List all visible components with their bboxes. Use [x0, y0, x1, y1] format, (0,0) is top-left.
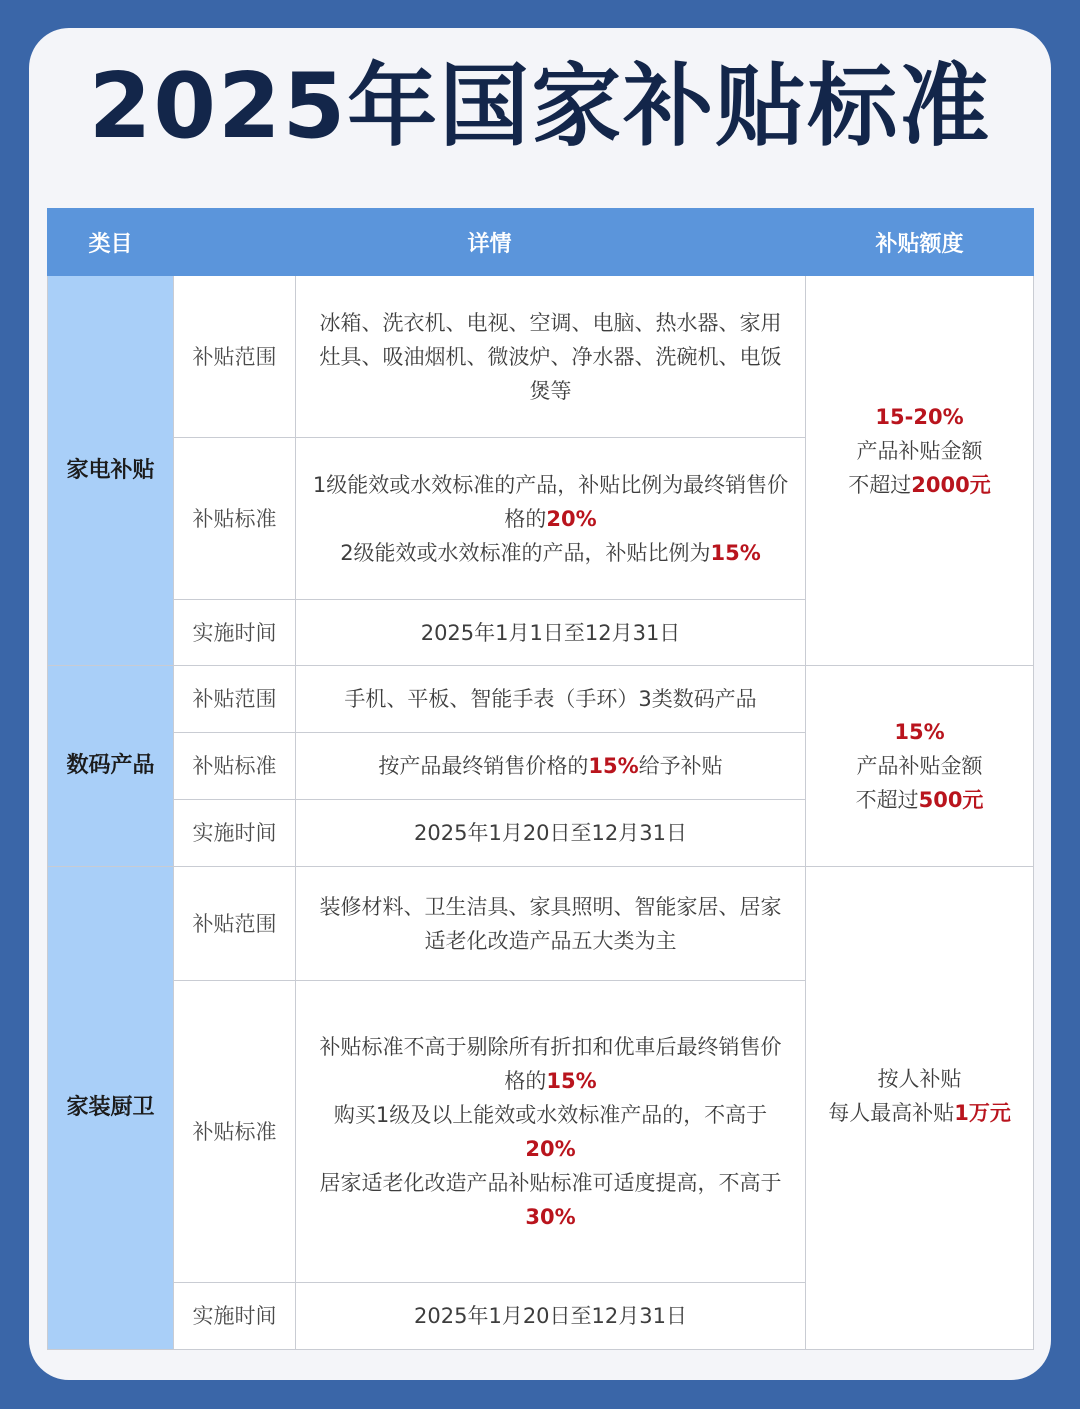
- standard-highlight: 15%: [588, 754, 639, 778]
- standard-text: 居家适老化改造产品补贴标准可适度提高，不高于: [319, 1170, 782, 1195]
- amount-highlight: 2000元: [911, 472, 991, 497]
- standard-highlight: 20%: [546, 506, 597, 531]
- appliances-amount-line2: [820, 468, 1019, 502]
- row-label-standard: 补贴标准: [174, 733, 296, 800]
- home-scope: 装修材料、卫生洁具、家具照明、智能家居、居家适老化改造产品五大类为主: [296, 867, 806, 981]
- appliances-standard: [296, 438, 806, 600]
- table-header-row: [48, 209, 1034, 276]
- page-title: 2025年国家补贴标准: [88, 54, 992, 159]
- standard-highlight: 20%: [525, 1136, 576, 1161]
- standard-text: 2级能效或水效标准的产品，补贴比例为: [340, 540, 711, 565]
- standard-text: 1级能效或水效标准的产品，补贴比例为最终销售价格的: [312, 472, 789, 531]
- standard-highlight: 15%: [546, 1068, 597, 1093]
- table-row: [48, 867, 1034, 981]
- amount-text: 每人最高补贴: [828, 1101, 955, 1125]
- home-amount: [806, 867, 1034, 1350]
- standard-text: 按产品最终销售价格的: [378, 754, 589, 778]
- header-category: 类目: [48, 209, 174, 276]
- home-time: 2025年1月20日至12月31日: [296, 1283, 806, 1350]
- subsidy-table: [47, 208, 1034, 1350]
- row-label-scope: 补贴范围: [174, 666, 296, 733]
- category-home: 家装厨卫: [48, 867, 174, 1350]
- category-appliances: 家电补贴: [48, 276, 174, 666]
- amount-highlight: 1万元: [954, 1101, 1011, 1125]
- home-standard: [296, 981, 806, 1283]
- amount-highlight: 500元: [918, 788, 984, 812]
- table-row: [48, 666, 1034, 733]
- standard-text: 给予补贴: [638, 754, 723, 778]
- digital-amount-line1: 产品补贴金额: [856, 754, 983, 778]
- appliances-amount: [806, 276, 1034, 666]
- digital-scope: 手机、平板、智能手表（手环）3类数码产品: [296, 666, 806, 733]
- row-label-scope: 补贴范围: [174, 867, 296, 981]
- row-label-standard: 补贴标准: [174, 438, 296, 600]
- row-label-time: 实施时间: [174, 800, 296, 867]
- row-label-time: 实施时间: [174, 600, 296, 666]
- row-label-time: 实施时间: [174, 1283, 296, 1350]
- digital-amount-line2: [820, 783, 1019, 817]
- header-details: 详情: [174, 209, 806, 276]
- table-row: [48, 276, 1034, 438]
- row-label-standard: 补贴标准: [174, 981, 296, 1283]
- row-label-scope: 补贴范围: [174, 276, 296, 438]
- appliances-amount-rate: 15-20%: [875, 404, 964, 429]
- standard-highlight: 15%: [710, 540, 761, 565]
- digital-amount: [806, 666, 1034, 867]
- amount-text: 不超过: [848, 472, 912, 497]
- appliances-amount-line1: 产品补贴金额: [856, 438, 983, 463]
- digital-time: 2025年1月20日至12月31日: [296, 800, 806, 867]
- digital-standard: [296, 733, 806, 800]
- digital-amount-rate: 15%: [894, 720, 945, 744]
- standard-text: 购买1级及以上能效或水效标准产品的，不高于: [333, 1102, 768, 1127]
- appliances-scope: 冰箱、洗衣机、电视、空调、电脑、热水器、家用灶具、吸油烟机、微波炉、净水器、洗碗机、电饭煲等: [296, 276, 806, 438]
- header-amount: 补贴额度: [806, 209, 1034, 276]
- standard-highlight: 30%: [525, 1204, 576, 1229]
- appliances-time: 2025年1月1日至12月31日: [296, 600, 806, 666]
- amount-text: 不超过: [855, 788, 919, 812]
- home-amount-line2: [820, 1096, 1019, 1130]
- standard-text: 补贴标准不高于剔除所有折扣和优車后最终销售价格的: [319, 1034, 782, 1093]
- category-digital: 数码产品: [48, 666, 174, 867]
- home-amount-line1: 按人补贴: [877, 1067, 962, 1091]
